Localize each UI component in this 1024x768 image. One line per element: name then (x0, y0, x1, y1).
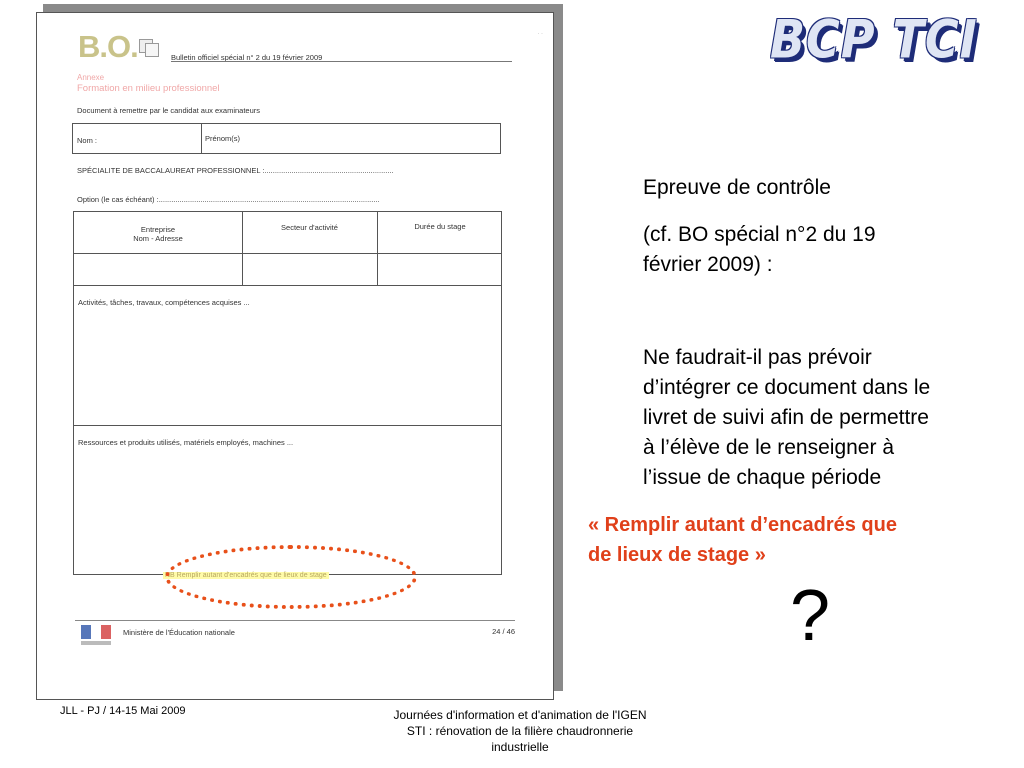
nom-label: Nom : (77, 136, 98, 145)
quote-line-2: de lieux de stage » (588, 544, 766, 566)
col-entreprise-sub: Nom - Adresse (133, 234, 183, 243)
footer-date: JLL - PJ / 14-15 Mai 2009 (60, 705, 186, 717)
question-mark: ? (790, 576, 831, 656)
name-box (72, 123, 501, 154)
col-duree: Durée du stage (414, 222, 466, 231)
bo-reference-line1: (cf. BO spécial n°2 du 19 (643, 223, 876, 246)
activites-label: Activités, tâches, travaux, compétences acquises ... (78, 298, 250, 307)
option-line: Option (le cas échéant) :.......................................................................................................... (77, 195, 380, 204)
bo-logo: B.O. (78, 29, 138, 64)
internship-table (73, 211, 502, 286)
header-rule (171, 61, 512, 62)
ressources-label: Ressources et produits utilisés, matériels employés, machines ... (78, 438, 294, 447)
highlight-ellipse (165, 545, 417, 609)
footer-event-line-3: industrielle (491, 740, 549, 754)
footer-event-line-1: Journées d'information et d'animation de l'IGEN (393, 708, 647, 722)
annex-title: Formation en milieu professionnel (77, 83, 220, 94)
instruction-text: Document à remettre par le candidat aux examinateurs (77, 106, 261, 115)
question-line-3: livret de suivi afin de permettre (643, 406, 929, 429)
bulletin-header: Bulletin officiel spécial n° 2 du 19 février 2009 (171, 53, 323, 62)
col-secteur: Secteur d'activité (281, 223, 338, 232)
footer-event (355, 707, 685, 755)
scan-marks: · · (537, 31, 543, 37)
section-divider (74, 425, 501, 426)
quote-line-1: « Remplir autant d’encadrés que (588, 514, 897, 536)
question-line-1: Ne faudrait-il pas prévoir (643, 346, 872, 369)
nb-note-highlighted: NB Remplir autant d'encadrés que de lieux de stage (165, 572, 327, 579)
ministry-name: Ministère de l'Éducation nationale (123, 628, 235, 637)
prenom-label: Prénom(s) (205, 134, 241, 143)
question-line-4: à l’élève de le renseigner à (643, 436, 894, 459)
bcp-tci-badge: BCP TCI (770, 8, 978, 71)
question-line-2: d’intégrer ce document dans le (643, 376, 931, 399)
scanned-document (36, 12, 554, 700)
question-line-5: l’issue de chaque période (643, 466, 882, 489)
document-footer-rule (75, 620, 515, 621)
specialite-line: SPÉCIALITE DE BACCALAUREAT PROFESSIONNEL :.............................................................. (77, 166, 394, 175)
name-divider (201, 124, 202, 153)
annex-label: Annexe (77, 73, 105, 82)
quote-block (588, 510, 998, 570)
marianne-logo-subtext (81, 641, 111, 645)
bo-reference-line2: février 2009) : (643, 253, 773, 276)
col-entreprise: Entreprise (140, 225, 176, 234)
document-icon-secondary (145, 43, 159, 57)
activities-box (73, 285, 502, 575)
table-row-divider (74, 253, 501, 254)
document-page-number: 24 / 46 (492, 627, 515, 636)
marianne-logo-icon (81, 625, 111, 639)
footer-event-line-2: STI : rénovation de la filière chaudronnerie (406, 724, 634, 738)
epreuve-title: Epreuve de contrôle (643, 176, 831, 199)
